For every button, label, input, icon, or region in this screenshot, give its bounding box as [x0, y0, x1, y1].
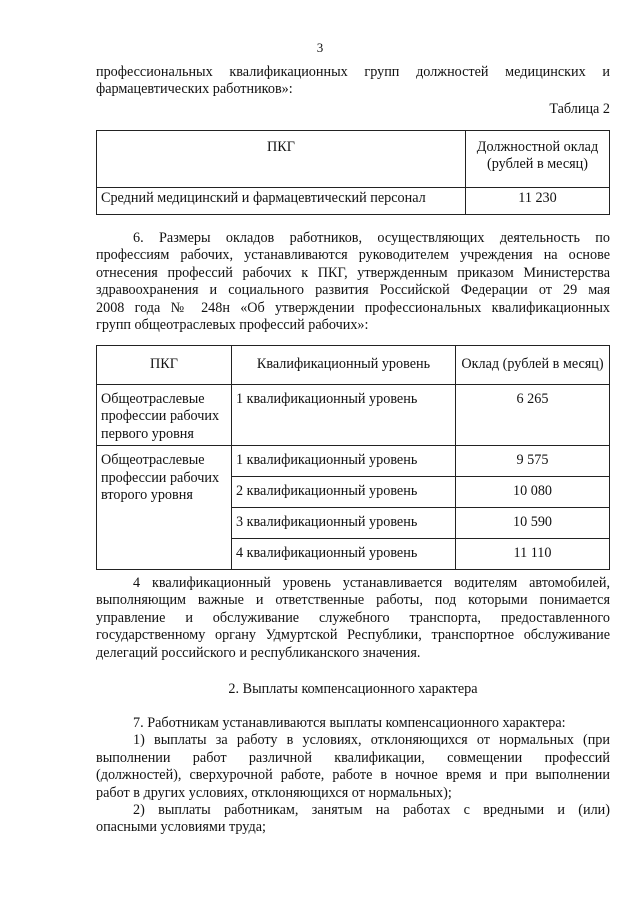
paragraph-6	[96, 230, 610, 334]
paragraph-line: отнесения профессий рабочих к ПКГ, утвержденным приказом Министерства	[96, 264, 610, 281]
table-cell-level: 1 квалификационный уровень	[232, 385, 456, 446]
paragraph-line: 1) выплаты за работу в условиях, отклоняющихся от нормальных (при	[133, 732, 610, 749]
table-cell-pkg: Средний медицинский и фармацевтический персонал	[97, 188, 466, 215]
intro-line: фармацевтических работников»:	[96, 81, 293, 98]
paragraph-line: государственному органу Удмуртской Республики, транспортное обслуживание	[96, 627, 610, 644]
table-cell-level: 4 квалификационный уровень	[232, 539, 456, 570]
paragraph-line: групп общеотраслевых профессий рабочих»:	[96, 317, 369, 334]
paragraph-line: 6. Размеры окладов работников, осуществляющих деятельность по	[133, 230, 610, 246]
paragraph-line: делегаций российского и республиканского значения.	[96, 644, 421, 661]
table-pkg-workers	[96, 345, 610, 570]
page-number: 3	[316, 40, 324, 55]
table-cell-salary: 9 575	[456, 446, 610, 477]
paragraph-7	[96, 715, 610, 837]
intro-line: профессиональных квалификационных групп должностей медицинских и	[96, 64, 610, 80]
table-header-pkg: ПКГ	[97, 131, 466, 188]
table-cell-salary: 11 110	[456, 539, 610, 570]
paragraph-line: 2) выплаты работникам, занятым на работах с вредными и (или)	[133, 802, 610, 819]
table-cell-salary: 6 265	[456, 385, 610, 446]
intro-paragraph	[96, 64, 610, 99]
table-pkg-medical	[96, 130, 610, 215]
section-title: 2. Выплаты компенсационного характера	[228, 681, 478, 697]
paragraph-line: 7. Работникам устанавливаются выплаты компенсационного характера:	[133, 715, 566, 731]
paragraph-line: профессиям рабочих, устанавливаются руководителем учреждения на основе	[96, 247, 610, 264]
paragraph-line: (должностей), сверхурочной работе, работе в ночное время и при выполнении	[96, 767, 610, 784]
table-cell-level: 1 квалификационный уровень	[232, 446, 456, 477]
paragraph-line: опасными условиями труда;	[96, 819, 266, 836]
table-row	[97, 188, 610, 215]
table-cell-level: 3 квалификационный уровень	[232, 508, 456, 539]
paragraph-line: 4 квалификационный уровень устанавливается водителям автомобилей,	[133, 575, 610, 591]
table-cell-salary: 11 230	[466, 188, 610, 215]
table-row	[97, 385, 610, 446]
table-header-pkg: ПКГ	[97, 346, 232, 385]
paragraph-line: выполнении работ различной квалификации, совмещении профессий	[96, 749, 610, 766]
table-cell-level: 2 квалификационный уровень	[232, 477, 456, 508]
paragraph-line: 2008 года № 248н «Об утверждении профессиональных квалификационных	[96, 299, 610, 316]
table-header-level: Квалификационный уровень	[232, 346, 456, 385]
table-caption: Таблица 2	[549, 101, 610, 117]
table-header-salary: Должностной оклад (рублей в месяц)	[466, 131, 610, 188]
paragraph-line: здравоохранения и социального развития Российской Федерации от 29 мая	[96, 282, 610, 299]
table-row	[97, 446, 610, 477]
table-header-salary: Оклад (рублей в месяц)	[456, 346, 610, 385]
paragraph-line: работ в других условиях, отклоняющихся от нормальных);	[96, 784, 452, 801]
paragraph-line: выполняющим важные и ответственные работы, под которыми понимается	[96, 592, 610, 609]
table-cell-pkg: Общеотраслевые профессии рабочих первого уровня	[97, 385, 232, 446]
table-cell-salary: 10 080	[456, 477, 610, 508]
table-cell-salary: 10 590	[456, 508, 610, 539]
paragraph-line: управление и обслуживание служебного транспорта, предоставленного	[96, 609, 610, 626]
paragraph-level4	[96, 575, 610, 662]
table-cell-pkg: Общеотраслевые профессии рабочих второго уровня	[97, 446, 232, 570]
